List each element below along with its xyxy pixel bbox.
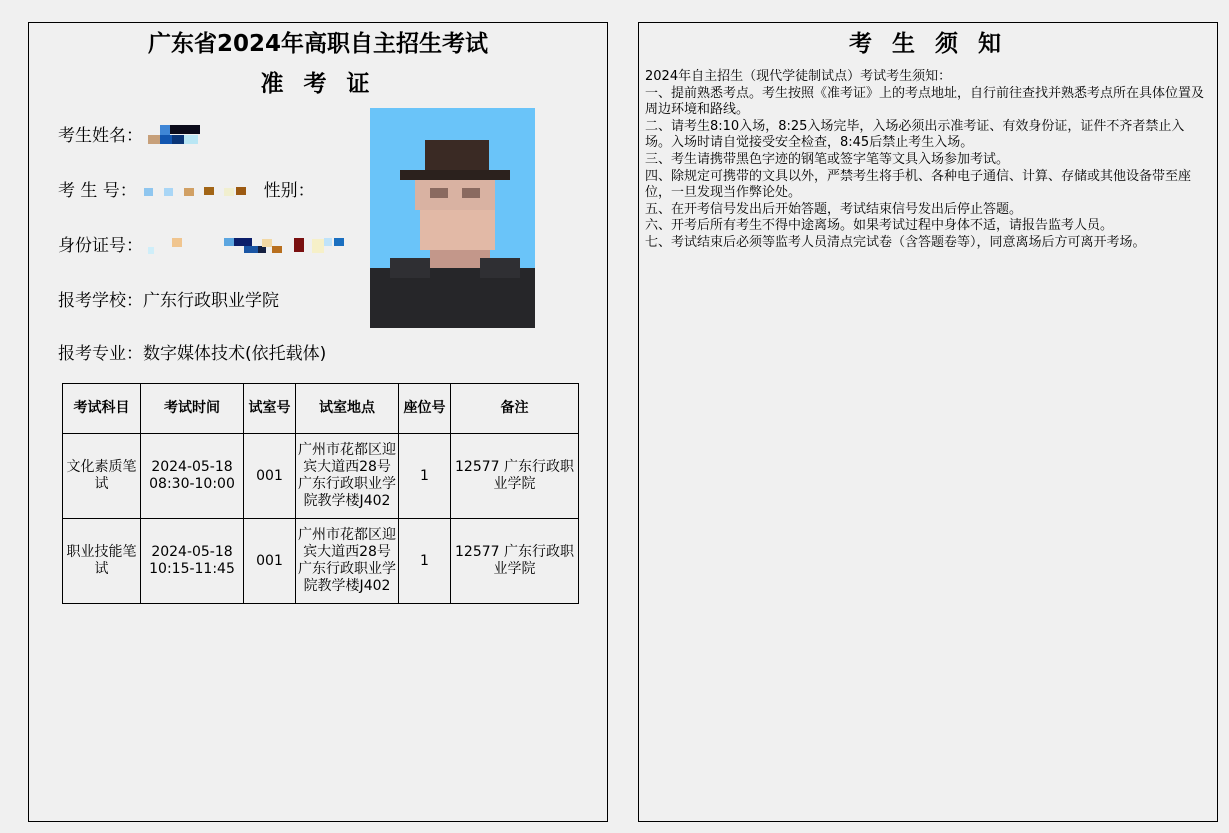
school-row [58, 289, 279, 313]
id-number-label: 身份证号： [58, 236, 143, 256]
major-value: 数字媒体技术(依托载体) [143, 344, 327, 364]
cell-note: 12577 广东行政职业学院 [451, 434, 579, 519]
notice-line: 三、考生请携带黑色字迹的钢笔或签字笔等文具入场参加考试。 [645, 151, 1010, 167]
header-subject: 考试科目 [63, 384, 141, 434]
cell-note: 12577 广东行政职业学院 [451, 519, 579, 604]
notice-line: 六、开考后所有考生不得中途离场。如果考试过程中身体不适，请报告监考人员。 [645, 218, 1114, 234]
notice-line: 2024年自主招生（现代学徒制试点）考试考生须知： [645, 69, 952, 84]
cell-subject: 职业技能笔试 [63, 519, 141, 604]
id-number-row [58, 234, 348, 258]
candidate-name-redacted [148, 125, 206, 147]
cell-seat: 1 [399, 519, 451, 604]
notice-line: 七、考试结束后必须等监考人员清点完试卷（含答题卷等），同意离场后方可离开考场。 [645, 234, 1146, 250]
school-label: 报考学校： [58, 291, 143, 311]
id-number-redacted [148, 237, 348, 255]
notice-title: 考 生 须 知 [848, 31, 1008, 57]
table-row [63, 434, 579, 519]
cell-room: 001 [244, 434, 296, 519]
header-time: 考试时间 [141, 384, 244, 434]
notice-line: 二、请考生8:10入场，8:25入场完毕，入场必须出示准考证、有效身份证，证件不齐者禁止入场。入场时请自觉接受安全检查，8:45后禁止考生入场。 [645, 118, 1185, 151]
header-location: 试室地点 [296, 384, 399, 434]
major-row [58, 342, 326, 366]
candidate-name-row [58, 124, 206, 148]
cell-time [141, 519, 244, 604]
major-label: 报考专业： [58, 344, 143, 364]
ticket-title: 准 考 证 [260, 71, 376, 97]
header-room: 试室号 [244, 384, 296, 434]
candidate-no-row [58, 179, 315, 203]
header-note: 备注 [451, 384, 579, 434]
candidate-name-label: 考生姓名： [58, 126, 143, 146]
admission-ticket-panel [28, 22, 608, 822]
cell-time-range: 10:15-11:45 [149, 561, 235, 577]
cell-time [141, 434, 244, 519]
cell-time-range: 08:30-10:00 [149, 476, 235, 492]
cell-subject: 文化素质笔试 [63, 434, 141, 519]
table-row [63, 519, 579, 604]
header-seat: 座位号 [399, 384, 451, 434]
cell-location: 广州市花都区迎宾大道西28号广东行政职业学院教学楼J402 [296, 434, 399, 519]
table-header-row [63, 384, 579, 434]
notice-body [645, 69, 1205, 252]
cell-date: 2024-05-18 [151, 544, 233, 560]
cell-location: 广州市花都区迎宾大道西28号广东行政职业学院教学楼J402 [296, 519, 399, 604]
cell-date: 2024-05-18 [151, 459, 233, 475]
notice-line: 一、提前熟悉考点。考生按照《准考证》上的考点地址，自行前往查找并熟悉考点所在具体位置及周边环境和路线。 [645, 85, 1205, 118]
cell-room: 001 [244, 519, 296, 604]
notice-line: 四、除规定可携带的文具以外，严禁考生将手机、各种电子通信、计算、存储或其他设备带至座位，一旦发现当作弊论处。 [645, 168, 1192, 201]
notice-line: 五、在开考信号发出后开始答题，考试结束信号发出后停止答题。 [645, 201, 1023, 217]
exam-title: 广东省2024年高职自主招生考试 [147, 31, 488, 57]
school-value: 广东行政职业学院 [143, 291, 279, 311]
candidate-no-redacted [142, 185, 254, 197]
exam-notice-panel [638, 22, 1218, 822]
gender-label: 性别： [263, 181, 315, 201]
candidate-photo [370, 108, 535, 328]
candidate-no-label: 考 生 号： [58, 181, 137, 201]
cell-seat: 1 [399, 434, 451, 519]
exam-schedule-table [62, 383, 579, 604]
